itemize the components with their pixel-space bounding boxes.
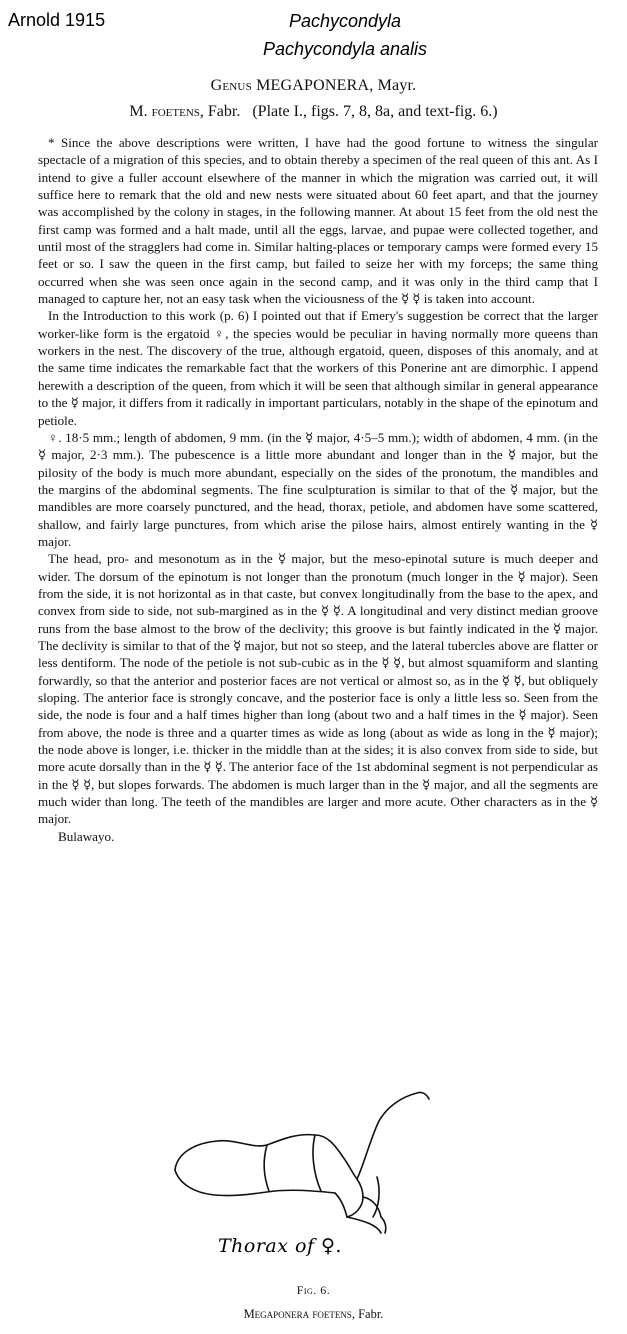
- figure-label: [0, 1283, 627, 1298]
- locality: Bulawayo.: [58, 828, 115, 844]
- species-heading: [0, 103, 627, 121]
- taxon-current-label: Pachycondyla analis: [262, 39, 428, 59]
- taxon-original-label: Pachycondyla: [288, 11, 402, 31]
- paragraph-introduction: In the Introduction to this work (p. 6) I pointed out that if Emery's suggestion be correct that the larger worker-like form is the ergatoid ♀, the species would be peculiar in having normally more queens than workers in the nest. The discovery of the true, although ergatoid, queen, disposes of this anomaly, and at the same time indicates the remarkable fact that the workers of this Ponerine ant are dimorphic. I append herewith a description of the queen, from which it will be seen that although similar in general appearance to the ☿ major, it differs from it radically in important particulars, notably in the shape of the epinotum and petiole.: [38, 308, 598, 428]
- figure-caption: [0, 1307, 627, 1322]
- caption-author: , Fabr.: [351, 1307, 384, 1321]
- species-epithet: foetens: [151, 103, 200, 120]
- figure-number: Fig. 6.: [296, 1283, 331, 1297]
- genus-heading: [0, 77, 627, 95]
- paragraph-morphology: The head, pro- and mesonotum as in the ☿ major, but the meso-epinotal suture is much deeper and wider. The dorsum of the epinotum is not longer than the pronotum (much longer in the ☿ major). Seen from the side, it is not horizontal as in that caste, but convex longitudinally from the base to the apex, and convex from side to side, not sub-margined as in the ☿ ☿. A longitudinal and very distinct median groove runs from the base almost to the brow of the declivity; this groove is but faintly indicated in the ☿ major. The declivity is similar to that of the ☿ major, but not so steep, and the lateral tubercles above are flatter or less dentiform. The node of the petiole is not sub-cubic as in the ☿ ☿, but almost squamiform and slanting forwardly, so that the anterior and posterior faces are not vertical or almost so, as in the ☿ ☿, but obliquely sloping. The anterior face is strongly concave, and the posterior face is only a little less so. Seen from the side, the node is four and a half times higher than long (about two and a half times in the ☿ major). Seen from above, the node is three and a quarter times as wide as long (about as wide as long in the ☿ major); the node above is longer, i.e. thicker in the middle than at the sides; it is also convex from side to side, but more acute dorsally than in the ☿ ☿. The anterior face of the 1st abdominal segment is not perpendicular as in the ☿ ☿, but slopes forwards. The abdomen is much larger than in the ☿ major, and all the segments are much wider than long. The teeth of the mandibles are larger and more acute. Other characters as in the ☿ major.: [38, 551, 598, 827]
- handwritten-annotation: Thorax of ♀.: [218, 1235, 342, 1257]
- citation-label: Arnold 1915: [8, 10, 106, 30]
- species-plate-reference: , Fabr. (Plate I., figs. 7, 8, 8a, and text-fig. 6.): [199, 103, 498, 120]
- genus-name: MEGAPONERA, Mayr.: [256, 77, 417, 94]
- caption-genus: Megaponera: [243, 1307, 310, 1321]
- genus-prefix: Genus: [210, 77, 252, 94]
- species-abbrev: M.: [129, 103, 148, 120]
- caption-species: foetens: [312, 1307, 352, 1321]
- paragraph-measurements: ♀. 18·5 mm.; length of abdomen, 9 mm. (in the ☿ major, 4·5–5 mm.); width of abdomen, 4 mm. (in the ☿ major, 2·3 mm.). The pubescence is a little more abundant and longer than in the ☿ major, but the pilosity of the body is much more abundant, especially on the sides of the pronotum, the mandibles and the margins of the abdominal segments. The fine sculpturation is similar to that of the ☿ major, but the mandibles are more coarsely punctured, and the head, thorax, petiole, and abdomen have some scattered, shallow, and fairly large punctures, from which arise the pilose hairs, almost entirely wanting in the ☿ major.: [38, 429, 598, 549]
- paragraph-migration: * Since the above descriptions were written, I have had the good fortune to witness the singular spectacle of a migration of this species, and to obtain thereby a specimen of the real queen of this ant. As I intend to give a fuller account elsewhere of the manner in which the migration was carried out, it will suffice here to remark that the old and new nests were situated about 60 feet apart, and that the journey was accomplished by the colony in stages, in the following manner. At about 15 feet from the old nest the first camp was formed and a halt made, until all the eggs, larvae, and pupae were collected together, and until most of the stragglers had come in. Similar halting-places or temporary camps were formed every 15 feet or so. I saw the queen in the first camp, but failed to seize her with my forceps; the same thing occurred when she was seen once again in the second camp, and it was only in the third camp that I managed to capture her, not an easy task when the viciousness of the ☿ ☿ is taken into account.: [38, 135, 598, 307]
- body-text: [38, 134, 598, 845]
